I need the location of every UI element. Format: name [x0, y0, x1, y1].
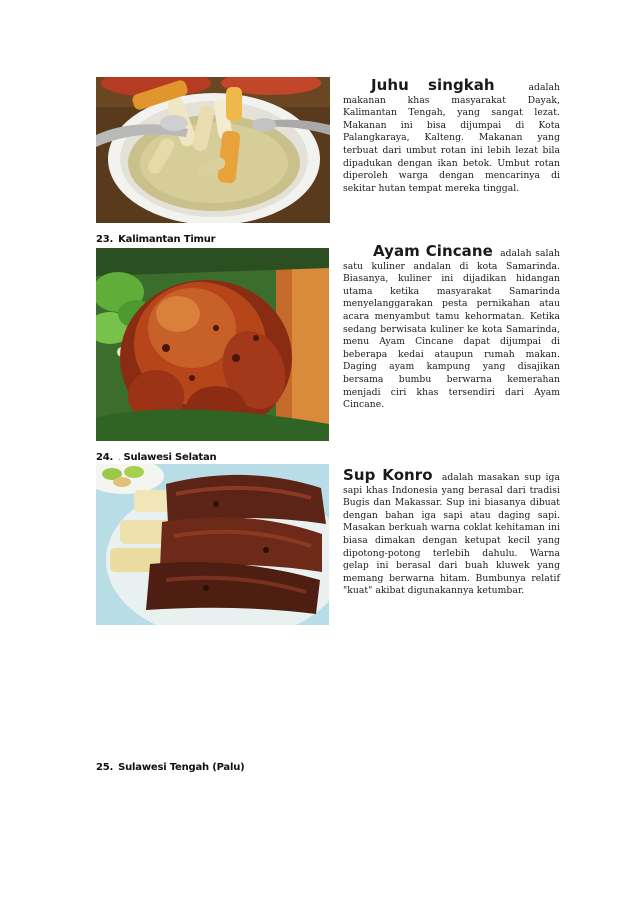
dish-name: Ayam Cincane — [373, 242, 493, 260]
heading-title: Sulawesi Tengah (Palu) — [118, 762, 245, 773]
juhu-singkah-photo — [96, 77, 330, 223]
dish-description: adalah masakan sup iga sapi khas Indonesia yang berasal dari tradisi Bugis dan Makassar. Sup ini biasanya dibuat dengan bahan iga sapi atau daging sapi. Masakan berkuah warna coklat kehitaman ini biasa dimakan dengan ketupat kecil yang dipotong-potong terlebih dahulu. Warna gelap ini berasal dari buah kluwek yang memang berwarna hitam. Bumbunya relatif "kuat" akibat digunakannya ketumbar. — [343, 472, 560, 597]
section-heading-25 — [96, 762, 245, 773]
dish-description: adalah makanan khas masyarakat Dayak, Kalimantan Tengah, yang sangat lezat. Makanan ini bisa dijumpai di Kota Palangkaraya, Kalteng. Makanan yang terbuat dari umbut rotan ini lebih lezat bila dipadukan dengan ikan betok. Umbut rotan diperoleh warga dengan mencarinya di sekitar hutan tempat mereka tinggal. — [343, 82, 560, 194]
heading-number: 25. — [96, 762, 114, 773]
heading-title: Kalimantan Timur — [118, 234, 216, 245]
sup-konro-photo — [96, 464, 329, 625]
ayam-cincane-photo — [96, 248, 329, 441]
dish-description: adalah salah satu kuliner andalan di kota Samarinda. Biasanya, kuliner ini dijadikan hidangan utama ketika masyarakat Samarinda menyelanggarakan pesta pernikahan atau acara menyambut tamu kehormatan. Ketika sedang berwisata kuliner ke kota Samarinda, menu Ayam Cincane dapat dijumpai di beberapa kedai ataupun rumah makan. Daging ayam kampung yang disajikan bersama bumbu berwarna kemerahan menjadi ciri khas tersendiri dari Ayam Cincane. — [343, 248, 560, 411]
sup-konro-description — [343, 466, 560, 598]
dish-name: Juhu singkah — [371, 76, 495, 94]
heading-number: 24. — [96, 452, 114, 463]
dish-name: Sup Konro — [343, 466, 433, 484]
ayam-cincane-description — [343, 242, 560, 412]
heading-title: Sulawesi Selatan — [123, 452, 217, 463]
juhu-singkah-description — [343, 76, 560, 195]
heading-prefix: . — [118, 453, 121, 462]
section-heading-23 — [96, 234, 215, 245]
section-heading-24 — [96, 452, 216, 463]
heading-number: 23. — [96, 234, 114, 245]
